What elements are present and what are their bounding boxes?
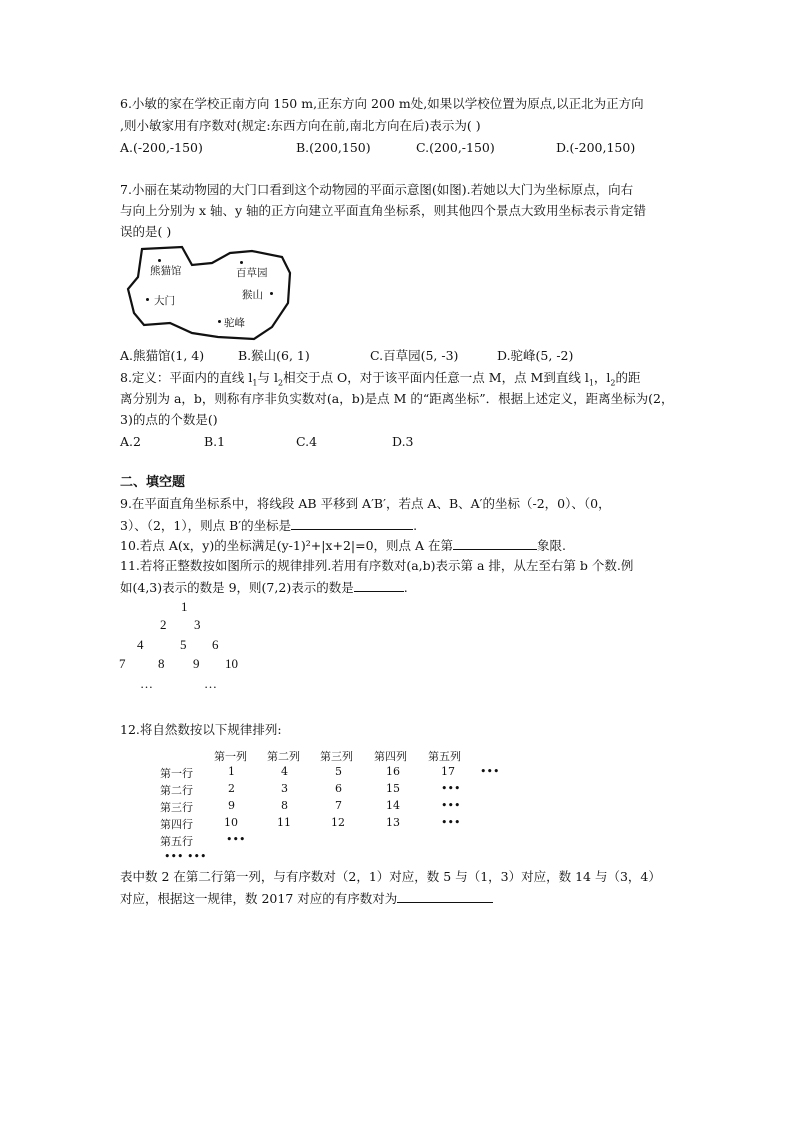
col-header: 第三列: [320, 750, 353, 763]
table-cell: 13: [386, 816, 400, 829]
tri-number: 5: [180, 637, 187, 652]
q12-title: 12.将自然数按以下规律排列:: [120, 722, 282, 737]
table-cell: 11: [277, 816, 291, 829]
table-cell: •••: [441, 799, 461, 812]
q8-line3: 3)的点的个数是(): [120, 412, 218, 427]
garden-dot: [240, 261, 243, 264]
map-label-camel: 驼峰: [224, 317, 245, 329]
col-header: 第一列: [214, 750, 247, 763]
q9-line1: 9.在平面直角坐标系中，将线段 AB 平移到 A′B′，若点 A、B、A′的坐标（-2，0）、（0，: [120, 496, 611, 511]
map-label-monkey: 猴山: [242, 289, 263, 301]
row-header: 第二行: [160, 784, 193, 797]
q7-option-d: D.驼峰(5, -2): [497, 348, 574, 363]
q7-line3: 误的是( ): [120, 224, 172, 239]
table-cell: •••: [226, 833, 246, 846]
q12-line1: 表中数 2 在第二行第一列，与有序数对（2，1）对应，数 5 与（1，3）对应，数 14 与（3，4）: [120, 869, 661, 884]
table-cell: 10: [224, 816, 238, 829]
q6-option-b: B.(200,150): [296, 140, 371, 155]
tri-number: 3: [194, 617, 201, 632]
tri-number: 2: [160, 617, 167, 632]
tri-ellipsis: …: [140, 676, 153, 691]
table-cell: •••: [441, 816, 461, 829]
q10-answer-blank[interactable]: [453, 537, 537, 550]
table-cell: 7: [335, 799, 342, 812]
tri-number: 9: [193, 656, 200, 671]
table-cell: 8: [281, 799, 288, 812]
table-cell: 4: [281, 765, 288, 778]
q6-option-c: C.(200,-150): [416, 140, 495, 155]
table-cell: 5: [335, 765, 342, 778]
q6-line2: ,则小敏家用有序数对(规定:东西方向在前,南北方向在后)表示为( ): [120, 118, 481, 133]
table-cell: 2: [228, 782, 235, 795]
table-cell: 15: [386, 782, 400, 795]
row-header: 第五行: [160, 835, 193, 848]
tri-number: 7: [119, 656, 126, 671]
col-header: 第四列: [374, 750, 407, 763]
table-cell: 6: [335, 782, 342, 795]
q10-line: 10.若点 A(x，y)的坐标满足(y-1)²+|x+2|=0，则点 A 在第 象限.: [120, 538, 567, 553]
q11-answer-blank[interactable]: [354, 579, 404, 592]
tri-number: 1: [181, 599, 188, 614]
row-header: 第三行: [160, 801, 193, 814]
table-cell: •••: [441, 782, 461, 795]
q11-line1: 11.若将正整数按如图所示的规律排列.若用有序数对(a,b)表示第 a 排，从左至右第 b 个数.例: [120, 558, 634, 573]
map-label-gate: 大门: [154, 295, 175, 307]
col-header: 第二列: [267, 750, 300, 763]
q8-line1: 8.定义：平面内的直线 $l_1$与 $l_2$相交于点 O，对于该平面内任意一点 M，点 M到直线 $l_1$，$l_2$的距: [120, 370, 641, 388]
q7-line2: 与向上分别为 x 轴、y 轴的正方向建立平面直角坐标系，则其他四个景点大致用坐标表示肯定错: [120, 203, 647, 218]
panda-dot: [158, 259, 161, 262]
q8-option-a: A.2: [120, 434, 141, 449]
zoo-map: [122, 243, 298, 343]
q7-line1: 7.小丽在某动物园的大门口看到这个动物园的平面示意图(如图).若她以大门为坐标原点，向右: [120, 182, 634, 197]
monkey-dot: [270, 292, 273, 295]
q11-line2: 如(4,3)表示的数是 9，则(7,2)表示的数是 .: [120, 580, 408, 595]
tri-number: 6: [212, 637, 219, 652]
table-cell: 3: [281, 782, 288, 795]
section-title: 二、填空题: [120, 475, 186, 490]
table-cell: 14: [386, 799, 400, 812]
q8-option-c: C.4: [296, 434, 318, 449]
q9-line2: 3）、（2，1），则点 B′的坐标是 .: [120, 518, 418, 533]
q12-answer-blank[interactable]: [397, 890, 493, 903]
tri-number: 8: [158, 656, 165, 671]
table-cell: 9: [228, 799, 235, 812]
table-cell: 12: [331, 816, 345, 829]
row-header: 第一行: [160, 767, 193, 780]
q7-option-b: B.猴山(6, 1): [238, 348, 310, 363]
tri-number: 10: [225, 656, 238, 671]
q12-line2: 对应，根据这一规律，数 2017 对应的有序数对为: [120, 890, 493, 907]
q7-option-c: C.百草园(5, -3): [370, 348, 459, 363]
map-label-garden: 百草园: [236, 267, 268, 279]
table-cell: 17: [441, 765, 455, 778]
q8-option-d: D.3: [392, 434, 414, 449]
gate-dot: [146, 298, 149, 301]
map-label-panda: 熊猫馆: [150, 265, 182, 277]
tri-ellipsis: …: [204, 676, 217, 691]
table-cell: •••: [480, 765, 500, 778]
camel-dot: [218, 320, 221, 323]
q6-line1: 6.小敏的家在学校正南方向 150 m,正东方向 200 m处,如果以学校位置为原点,以正北为正方向: [120, 96, 644, 111]
q8-line2: 离分别为 a，b，则称有序非负实数对(a，b)是点 M 的“距离坐标”．根据上述定义，距离坐标为(2，: [120, 391, 674, 406]
q8-option-b: B.1: [204, 434, 226, 449]
q7-option-a: A.熊猫馆(1, 4): [120, 348, 205, 363]
q6-option-a: A.(-200,-150): [120, 140, 203, 155]
tri-number: 4: [137, 637, 144, 652]
table-tail-ellipsis: ••• •••: [164, 850, 207, 863]
q6-option-d: D.(-200,150): [556, 140, 636, 155]
col-header: 第五列: [428, 750, 461, 763]
q9-answer-blank[interactable]: [291, 517, 413, 530]
table-cell: 1: [228, 765, 235, 778]
table-cell: 16: [386, 765, 400, 778]
row-header: 第四行: [160, 818, 193, 831]
